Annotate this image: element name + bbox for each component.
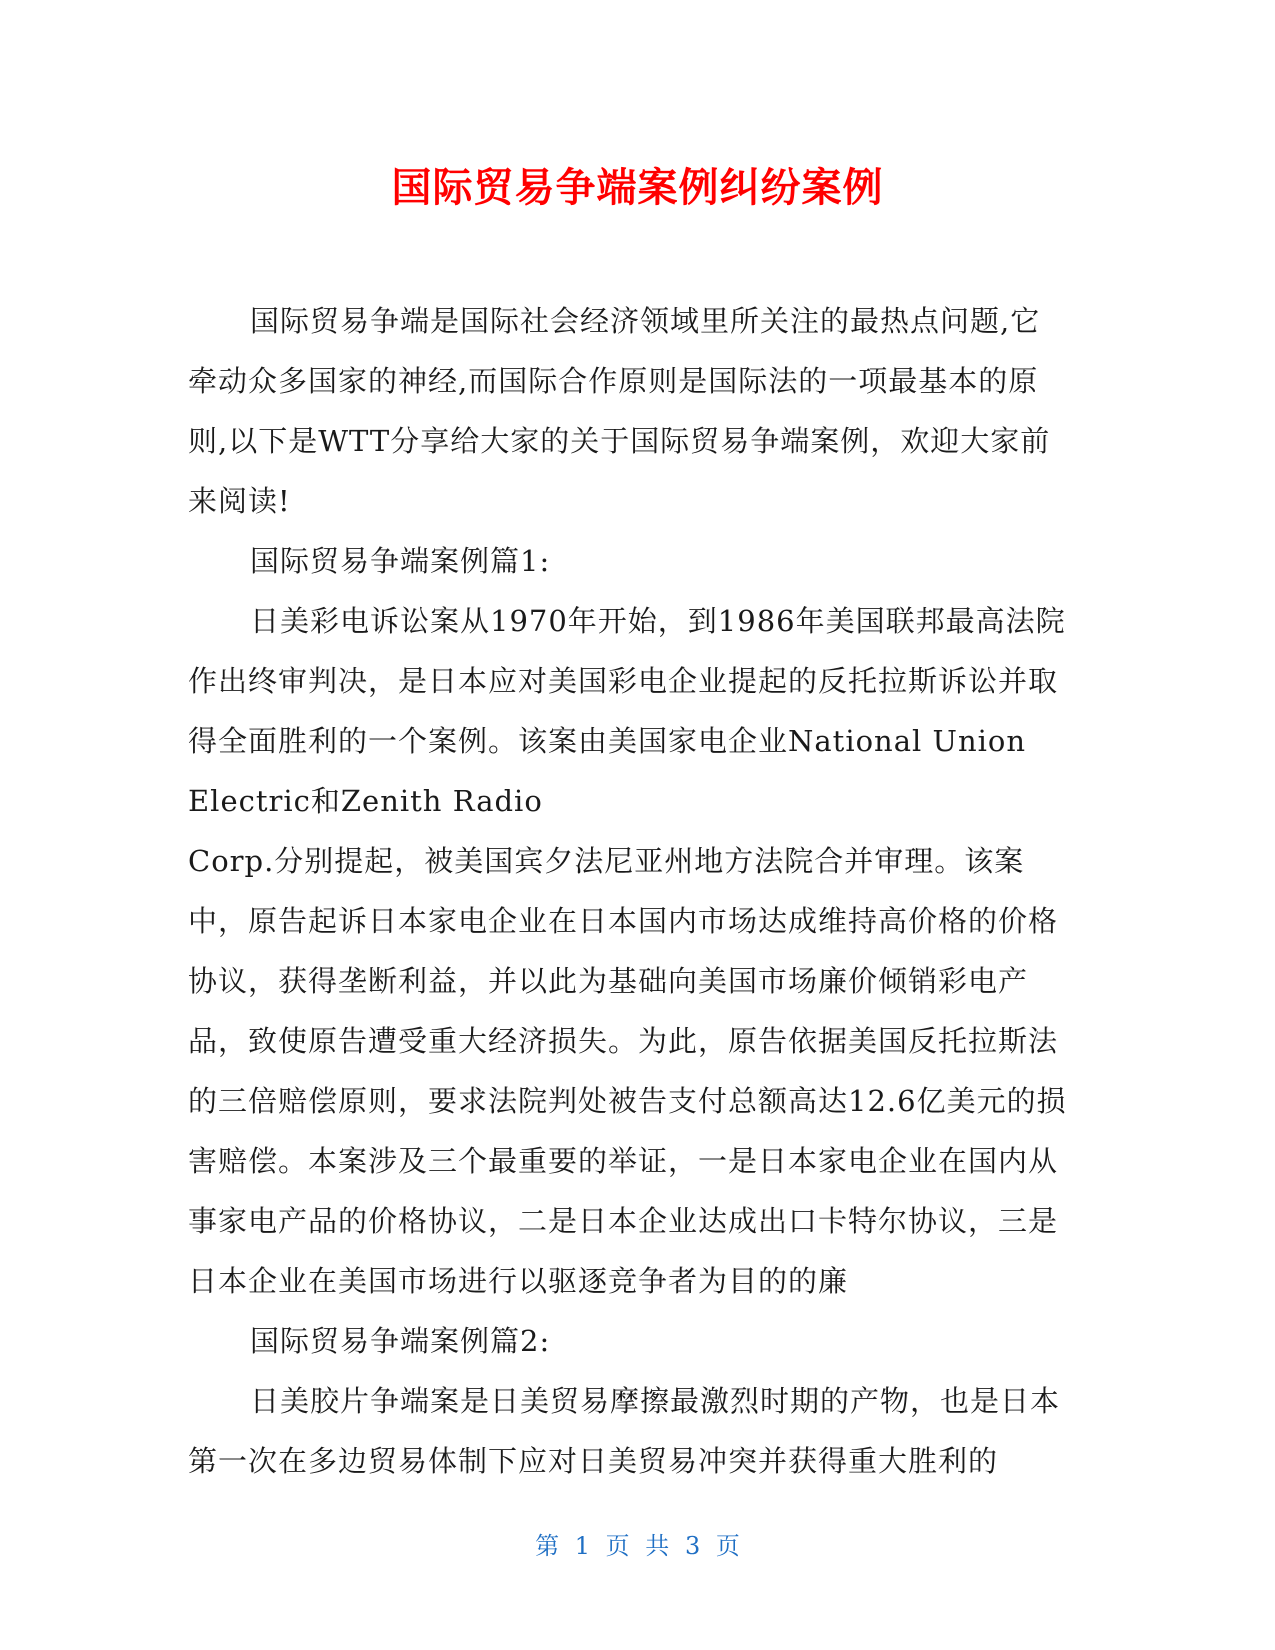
paragraph-case-2: 日美胶片争端案是日美贸易摩擦最激烈时期的产物，也是日本第一次在多边贸易体制下应对日美贸易冲突并获得重大胜利的	[188, 1384, 1061, 1478]
paragraph-intro: 国际贸易争端是国际社会经济领域里所关注的最热点问题,它牵动众多国家的神经,而国际合作原则是国际法的一项最基本的原则,以下是WTT分享给大家的关于国际贸易争端案例，欢迎大家前来阅读!	[188, 304, 1051, 518]
page-number-footer: 第 1 页 共 3 页	[535, 1532, 740, 1560]
section-heading-case-2: 国际贸易争端案例篇2:	[250, 1324, 551, 1358]
paragraph-case-1-part-1: 日美彩电诉讼案从1970年开始，到1986年美国联邦最高法院作出终审判决，是日本应对美国彩电企业提起的反托拉斯诉讼并取得全面胜利的一个案例。该案由美国家电企业National Union Electric和Zenith Radio	[188, 604, 1066, 818]
paragraph-case-1-part-2: Corp.分别提起，被美国宾夕法尼亚州地方法院合并审理。该案中，原告起诉日本家电企业在日本国内市场达成维持高价格的价格协议，获得垄断利益，并以此为基础向美国市场廉价倾销彩电产品，致使原告遭受重大经济损失。为此，原告依据美国反托拉斯法的三倍赔偿原则，要求法院判处被告支付总额高达12.6亿美元的损害赔偿。本案涉及三个最重要的举证，一是日本家电企业在国内从事家电产品的价格协议，二是日本企业达成出口卡特尔协议，三是日本企业在美国市场进行以驱逐竞争者为目的的廉	[188, 844, 1067, 1298]
section-heading-case-1: 国际贸易争端案例篇1:	[250, 544, 551, 578]
document-title: 国际贸易争端案例纠纷案例	[391, 165, 884, 211]
document-body	[188, 291, 1068, 1491]
